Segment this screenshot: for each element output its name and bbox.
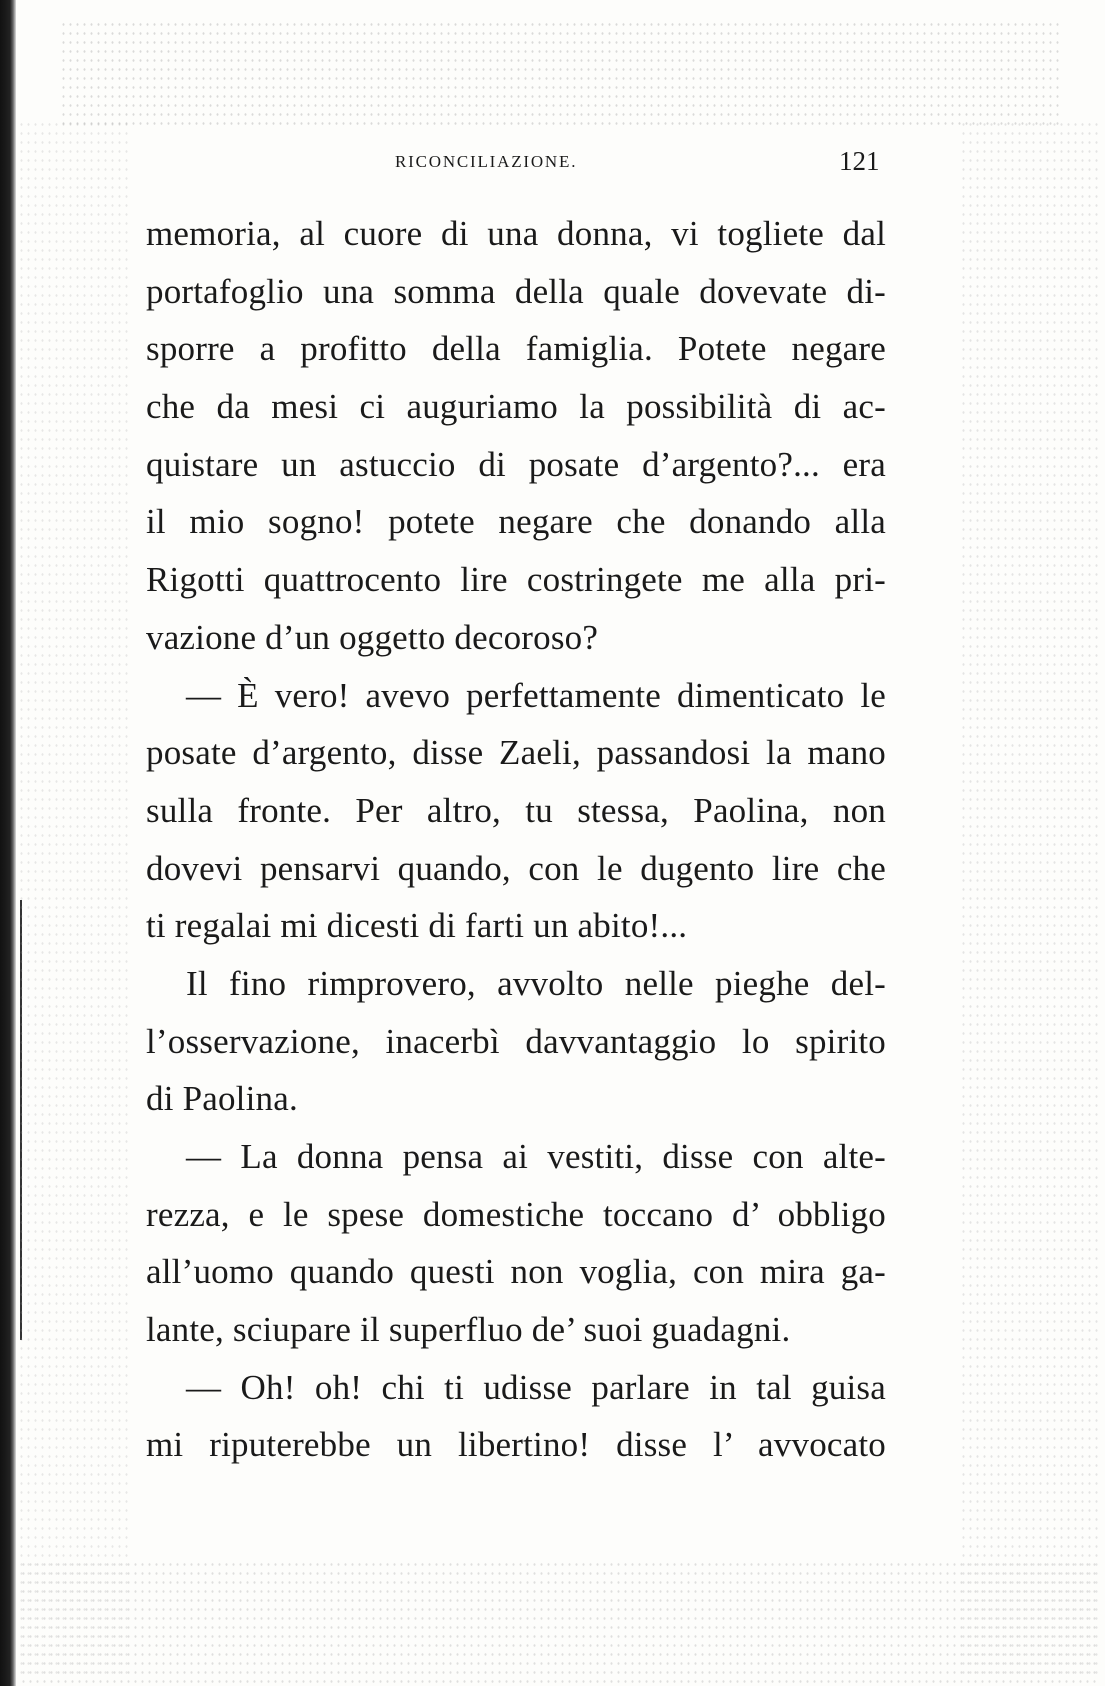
text-line: all’uomo quando questi non voglia, con mira ga- xyxy=(146,1252,886,1292)
text-line: quistare un astuccio di posate d’argento?... era xyxy=(146,444,886,484)
text-line: Il fino rimprovero, avvolto nelle pieghe del- xyxy=(186,963,886,1003)
text-line: di Paolina. xyxy=(146,1079,298,1119)
text-line: — È vero! avevo perfettamente dimenticato le xyxy=(186,675,886,715)
text-line: sporre a profitto della famiglia. Potete negare xyxy=(146,329,886,369)
text-line: rezza, e le spese domestiche toccano d’ obbligo xyxy=(146,1194,886,1234)
text-line: posate d’argento, disse Zaeli, passandosi la mano xyxy=(146,733,886,773)
page-header xyxy=(395,146,895,182)
running-head: RICONCILIAZIONE. xyxy=(395,152,578,171)
text-line: vazione d’un oggetto decoroso? xyxy=(146,617,599,657)
text-line: che da mesi ci auguriamo la possibilità di ac- xyxy=(146,387,886,427)
text-line: ti regalai mi dicesti di farti un abito!... xyxy=(146,906,688,946)
text-line: mi riputerebbe un libertino! disse l’ avvocato xyxy=(146,1425,886,1465)
text-line: — Oh! oh! chi ti udisse parlare in tal guisa xyxy=(186,1367,886,1407)
text-line: dovevi pensarvi quando, con le dugento lire che xyxy=(146,848,886,888)
text-line: l’osservazione, inacerbì davvantaggio lo spirito xyxy=(146,1021,886,1061)
scan-noise-right xyxy=(960,120,1100,1680)
page-binding-edge xyxy=(0,0,16,1686)
scan-noise-left xyxy=(18,120,128,1680)
text-line: portafoglio una somma della quale dovevate di- xyxy=(146,271,886,311)
body-text xyxy=(146,205,886,1474)
text-line: sulla fronte. Per altro, tu stessa, Paolina, non xyxy=(146,790,886,830)
text-line: il mio sogno! potete negare che donando alla xyxy=(146,502,886,542)
scan-noise-top xyxy=(60,20,1060,130)
binding-shadow-line xyxy=(20,900,22,1340)
text-line: Rigotti quattrocento lire costringete me alla pri- xyxy=(146,560,886,600)
scan-noise-bottom xyxy=(20,1560,1100,1686)
page-number: 121 xyxy=(839,146,880,176)
text-line: — La donna pensa ai vestiti, disse con alte- xyxy=(186,1137,886,1176)
text-line: memoria, al cuore di una donna, vi togliete dal xyxy=(146,214,886,253)
text-line: lante, sciupare il superfluo de’ suoi guadagni. xyxy=(146,1310,791,1350)
